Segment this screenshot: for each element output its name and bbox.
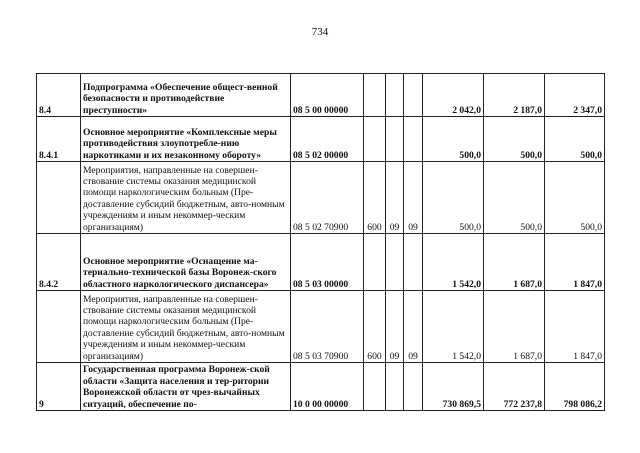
row-expense-type <box>364 234 386 291</box>
row-subsection: 09 <box>404 162 423 234</box>
row-name: Основное мероприятие «Комплексные меры противодействия злоупотребле-нию наркотиками и их незаконному обороту» <box>81 117 291 162</box>
row-amount-year3: 1 847,0 <box>545 291 605 363</box>
row-subsection: 09 <box>404 291 423 363</box>
table-body <box>37 74 605 411</box>
row-code: 08 5 03 00000 <box>291 234 364 291</box>
row-name: Основное мероприятие «Оснащение ма-териально-технической базы Воронеж-ского областного наркологического диспансера» <box>81 234 291 291</box>
row-number: 8.4 <box>37 74 81 117</box>
row-code: 08 5 00 00000 <box>291 74 364 117</box>
row-name: Мероприятия, направленные на совершен-ствование системы оказания медицинской помощи наркологическим больным (Пре-доставление субсидий бюджетным, авто-номным учреждениям и иным некоммер-ческим организациям) <box>81 162 291 234</box>
table-row <box>37 363 605 411</box>
row-section <box>386 117 404 162</box>
row-amount-year3: 500,0 <box>545 162 605 234</box>
row-amount-year2: 1 687,0 <box>484 234 545 291</box>
page-number: 734 <box>311 26 329 38</box>
table-row <box>37 234 605 291</box>
table-row <box>37 291 605 363</box>
row-amount-year3: 1 847,0 <box>545 234 605 291</box>
row-amount-year3: 500,0 <box>545 117 605 162</box>
row-subsection <box>404 234 423 291</box>
row-number <box>37 162 81 234</box>
row-amount-year2: 772 237,8 <box>484 363 545 411</box>
row-amount-year3: 798 086,2 <box>545 363 605 411</box>
row-amount-year1: 1 542,0 <box>423 234 484 291</box>
row-section: 09 <box>386 291 404 363</box>
table-row <box>37 74 605 117</box>
row-code: 08 5 03 70900 <box>291 291 364 363</box>
row-amount-year2: 500,0 <box>484 117 545 162</box>
row-number <box>37 291 81 363</box>
row-section <box>386 234 404 291</box>
row-amount-year1: 1 542,0 <box>423 291 484 363</box>
row-amount-year1: 730 869,5 <box>423 363 484 411</box>
row-section: 09 <box>386 162 404 234</box>
table-row <box>37 117 605 162</box>
row-name: Государственная программа Воронеж-ской области «Защита населения и тер-ритории Воронежской области от чрез-вычайных ситуаций, обеспечение по- <box>81 363 291 411</box>
table-row <box>37 162 605 234</box>
row-expense-type: 600 <box>364 162 386 234</box>
row-number: 8.4.1 <box>37 117 81 162</box>
row-section <box>386 74 404 117</box>
row-code: 08 5 02 70900 <box>291 162 364 234</box>
row-expense-type <box>364 363 386 411</box>
row-number: 9 <box>37 363 81 411</box>
row-amount-year1: 2 042,0 <box>423 74 484 117</box>
row-subsection <box>404 117 423 162</box>
row-amount-year3: 2 347,0 <box>545 74 605 117</box>
row-amount-year1: 500,0 <box>423 162 484 234</box>
row-name: Подпрограмма «Обеспечение общест-венной безопасности и противодействие преступности» <box>81 74 291 117</box>
row-section <box>386 363 404 411</box>
row-subsection <box>404 363 423 411</box>
row-number: 8.4.2 <box>37 234 81 291</box>
row-amount-year2: 1 687,0 <box>484 291 545 363</box>
budget-table <box>36 73 605 411</box>
row-expense-type <box>364 117 386 162</box>
row-subsection <box>404 74 423 117</box>
row-amount-year1: 500,0 <box>423 117 484 162</box>
row-code: 08 5 02 00000 <box>291 117 364 162</box>
row-name: Мероприятия, направленные на совершен-ствование системы оказания медицинской помощи наркологическим больным (Пре-доставление субсидий бюджетным, авто-номным учреждениям и иным некоммер-ческим организациям) <box>81 291 291 363</box>
row-expense-type <box>364 74 386 117</box>
row-amount-year2: 2 187,0 <box>484 74 545 117</box>
row-expense-type: 600 <box>364 291 386 363</box>
row-amount-year2: 500,0 <box>484 162 545 234</box>
row-code: 10 0 00 00000 <box>291 363 364 411</box>
